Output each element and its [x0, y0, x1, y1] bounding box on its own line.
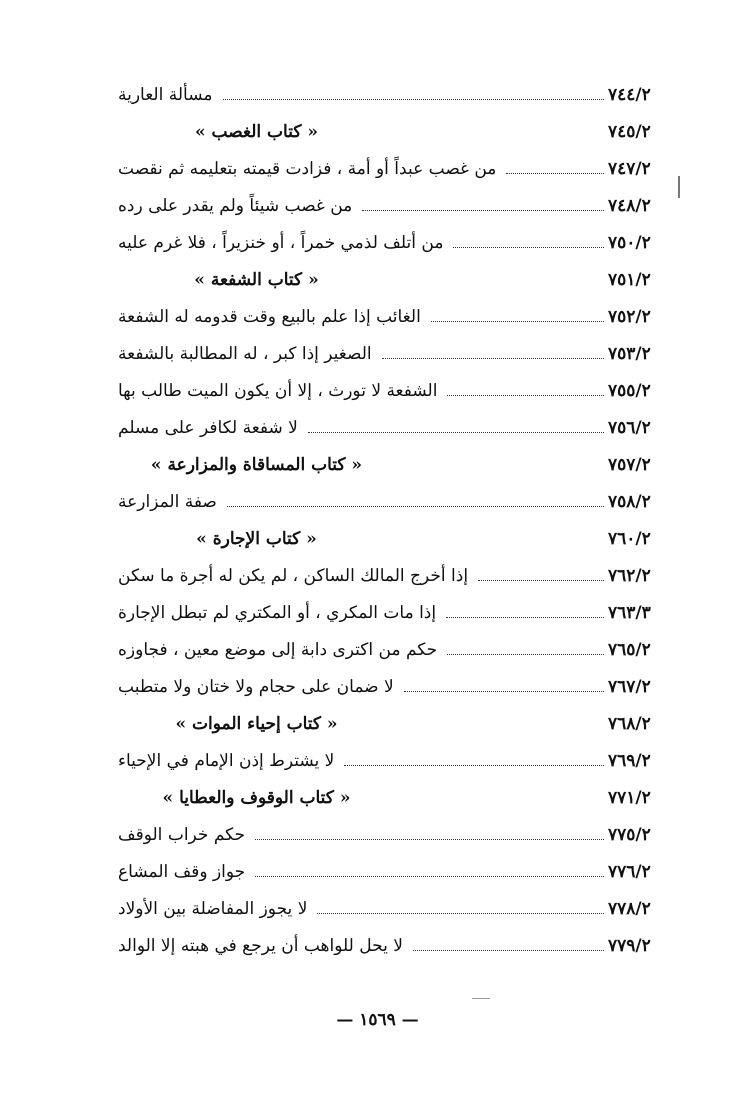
toc-entry [112, 224, 668, 261]
toc-entry [112, 335, 668, 372]
entry-page: ٧٥٢/٢ [608, 306, 651, 327]
entry-title: حكم خراب الوقف [118, 824, 246, 845]
toc-entry [112, 890, 668, 927]
table-of-contents [112, 76, 668, 964]
entry-title: من غصب شيئاً ولم يقدر على رده [118, 195, 353, 216]
entry-title: الغائب إذا علم بالبيع وقت قدومه له الشفعة [118, 306, 421, 327]
entry-page: ٧٤٨/٢ [608, 195, 651, 216]
entry-page: ٧٦٧/٢ [608, 676, 651, 697]
heading-page: ٧٦٠/٢ [608, 528, 651, 549]
heading-title: « كتاب الشفعة » [194, 269, 319, 290]
entry-title: من أتلف لذمي خمراً ، أو خنزيراً ، فلا غرم عليه [118, 232, 444, 253]
toc-entry [112, 594, 668, 631]
heading-title: « كتاب الوقوف والعطايا » [162, 787, 351, 808]
dot-leader [478, 580, 604, 581]
dot-leader [255, 876, 604, 877]
toc-entry [112, 409, 668, 446]
heading-page: ٧٧١/٢ [608, 787, 651, 808]
entry-page: ٧٤٤/٢ [608, 84, 651, 105]
toc-entry [112, 298, 668, 335]
entry-title: إذا أخرج المالك الساكن ، لم يكن له أجرة ما سكن [118, 565, 469, 586]
entry-title: حكم من اكترى دابة إلى موضع معين ، فجاوزه [118, 639, 438, 660]
heading-title: « كتاب المساقاة والمزارعة » [150, 454, 363, 475]
toc-entry [112, 372, 668, 409]
toc-entry [112, 853, 668, 890]
entry-page: ٧٧٩/٢ [608, 935, 651, 956]
dot-leader [308, 432, 604, 433]
entry-page: ٧٥٦/٢ [608, 417, 651, 438]
heading-title: « كتاب إحياء الموات » [175, 713, 338, 734]
section-heading [112, 261, 668, 298]
entry-title: من غصب عبداً أو أمة ، فزادت قيمته بتعليمه ثم نقصت [118, 158, 497, 179]
dot-leader [506, 173, 604, 174]
dot-leader [431, 321, 604, 322]
heading-page: ٧٥١/٢ [608, 269, 651, 290]
heading-page: ٧٦٨/٢ [608, 713, 651, 734]
entry-title: إذا مات المكري ، أو المكتري لم تبطل الإجارة [118, 602, 437, 623]
toc-entry [112, 150, 668, 187]
entry-page: ٧٥٠/٢ [608, 232, 651, 253]
heading-page: ٧٥٧/٢ [608, 454, 651, 475]
heading-title: « كتاب الغصب » [195, 121, 318, 142]
entry-title: الشفعة لا تورث ، إلا أن يكون الميت طالب بها [118, 380, 438, 401]
toc-entry [112, 668, 668, 705]
entry-page: ٧٧٦/٢ [608, 861, 651, 882]
entry-page: ٧٦٣/٣ [608, 602, 651, 623]
dot-leader [344, 765, 604, 766]
entry-page: ٧٤٧/٢ [608, 158, 651, 179]
dot-leader [447, 654, 604, 655]
section-heading [112, 779, 668, 816]
entry-page: ٧٥٥/٢ [608, 380, 651, 401]
toc-entry [112, 557, 668, 594]
dot-leader [447, 395, 604, 396]
dot-leader [227, 506, 604, 507]
section-heading [112, 705, 668, 742]
entry-page: ٧٥٣/٢ [608, 343, 651, 364]
toc-entry [112, 187, 668, 224]
dot-leader [382, 358, 604, 359]
entry-title: لا يحل للواهب أن يرجع في هبته إلا الوالد [118, 935, 403, 956]
toc-entry [112, 742, 668, 779]
section-heading [112, 113, 668, 150]
entry-page: ٧٦٢/٢ [608, 565, 651, 586]
entry-title: لا شفعة لكافر على مسلم [118, 417, 298, 438]
dot-leader [446, 617, 604, 618]
entry-page: ٧٦٩/٢ [608, 750, 651, 771]
page-number: — ١٥٦٩ — [336, 1010, 419, 1030]
entry-page: ٧٧٨/٢ [608, 898, 651, 919]
entry-title: لا ضمان على حجام ولا ختان ولا متطبب [118, 676, 394, 697]
dot-leader [255, 839, 604, 840]
scan-smudge [472, 998, 490, 999]
entry-title: لا يجوز المفاضلة بين الأولاد [118, 898, 308, 919]
entry-page: ٧٧٥/٢ [608, 824, 651, 845]
toc-entry [112, 76, 668, 113]
entry-title: لا يشترط إذن الإمام في الإحياء [118, 750, 335, 771]
toc-entry [112, 483, 668, 520]
toc-entry [112, 631, 668, 668]
dot-leader [404, 691, 604, 692]
margin-mark [678, 176, 680, 198]
heading-page: ٧٤٥/٢ [608, 121, 651, 142]
toc-entry [112, 927, 668, 964]
dot-leader [362, 210, 604, 211]
entry-page: ٧٦٥/٢ [608, 639, 651, 660]
entry-title: مسألة العارية [118, 84, 213, 105]
entry-page: ٧٥٨/٢ [608, 491, 651, 512]
toc-entry [112, 816, 668, 853]
entry-title: صفة المزارعة [118, 491, 217, 512]
dot-leader [453, 247, 604, 248]
entry-title: الصغير إذا كبر ، له المطالبة بالشفعة [118, 343, 372, 364]
section-heading [112, 520, 668, 557]
dot-leader [413, 950, 604, 951]
heading-title: « كتاب الإجارة » [196, 528, 317, 549]
entry-title: جواز وقف المشاع [118, 861, 246, 882]
dot-leader [317, 913, 604, 914]
dot-leader [223, 99, 605, 100]
section-heading [112, 446, 668, 483]
